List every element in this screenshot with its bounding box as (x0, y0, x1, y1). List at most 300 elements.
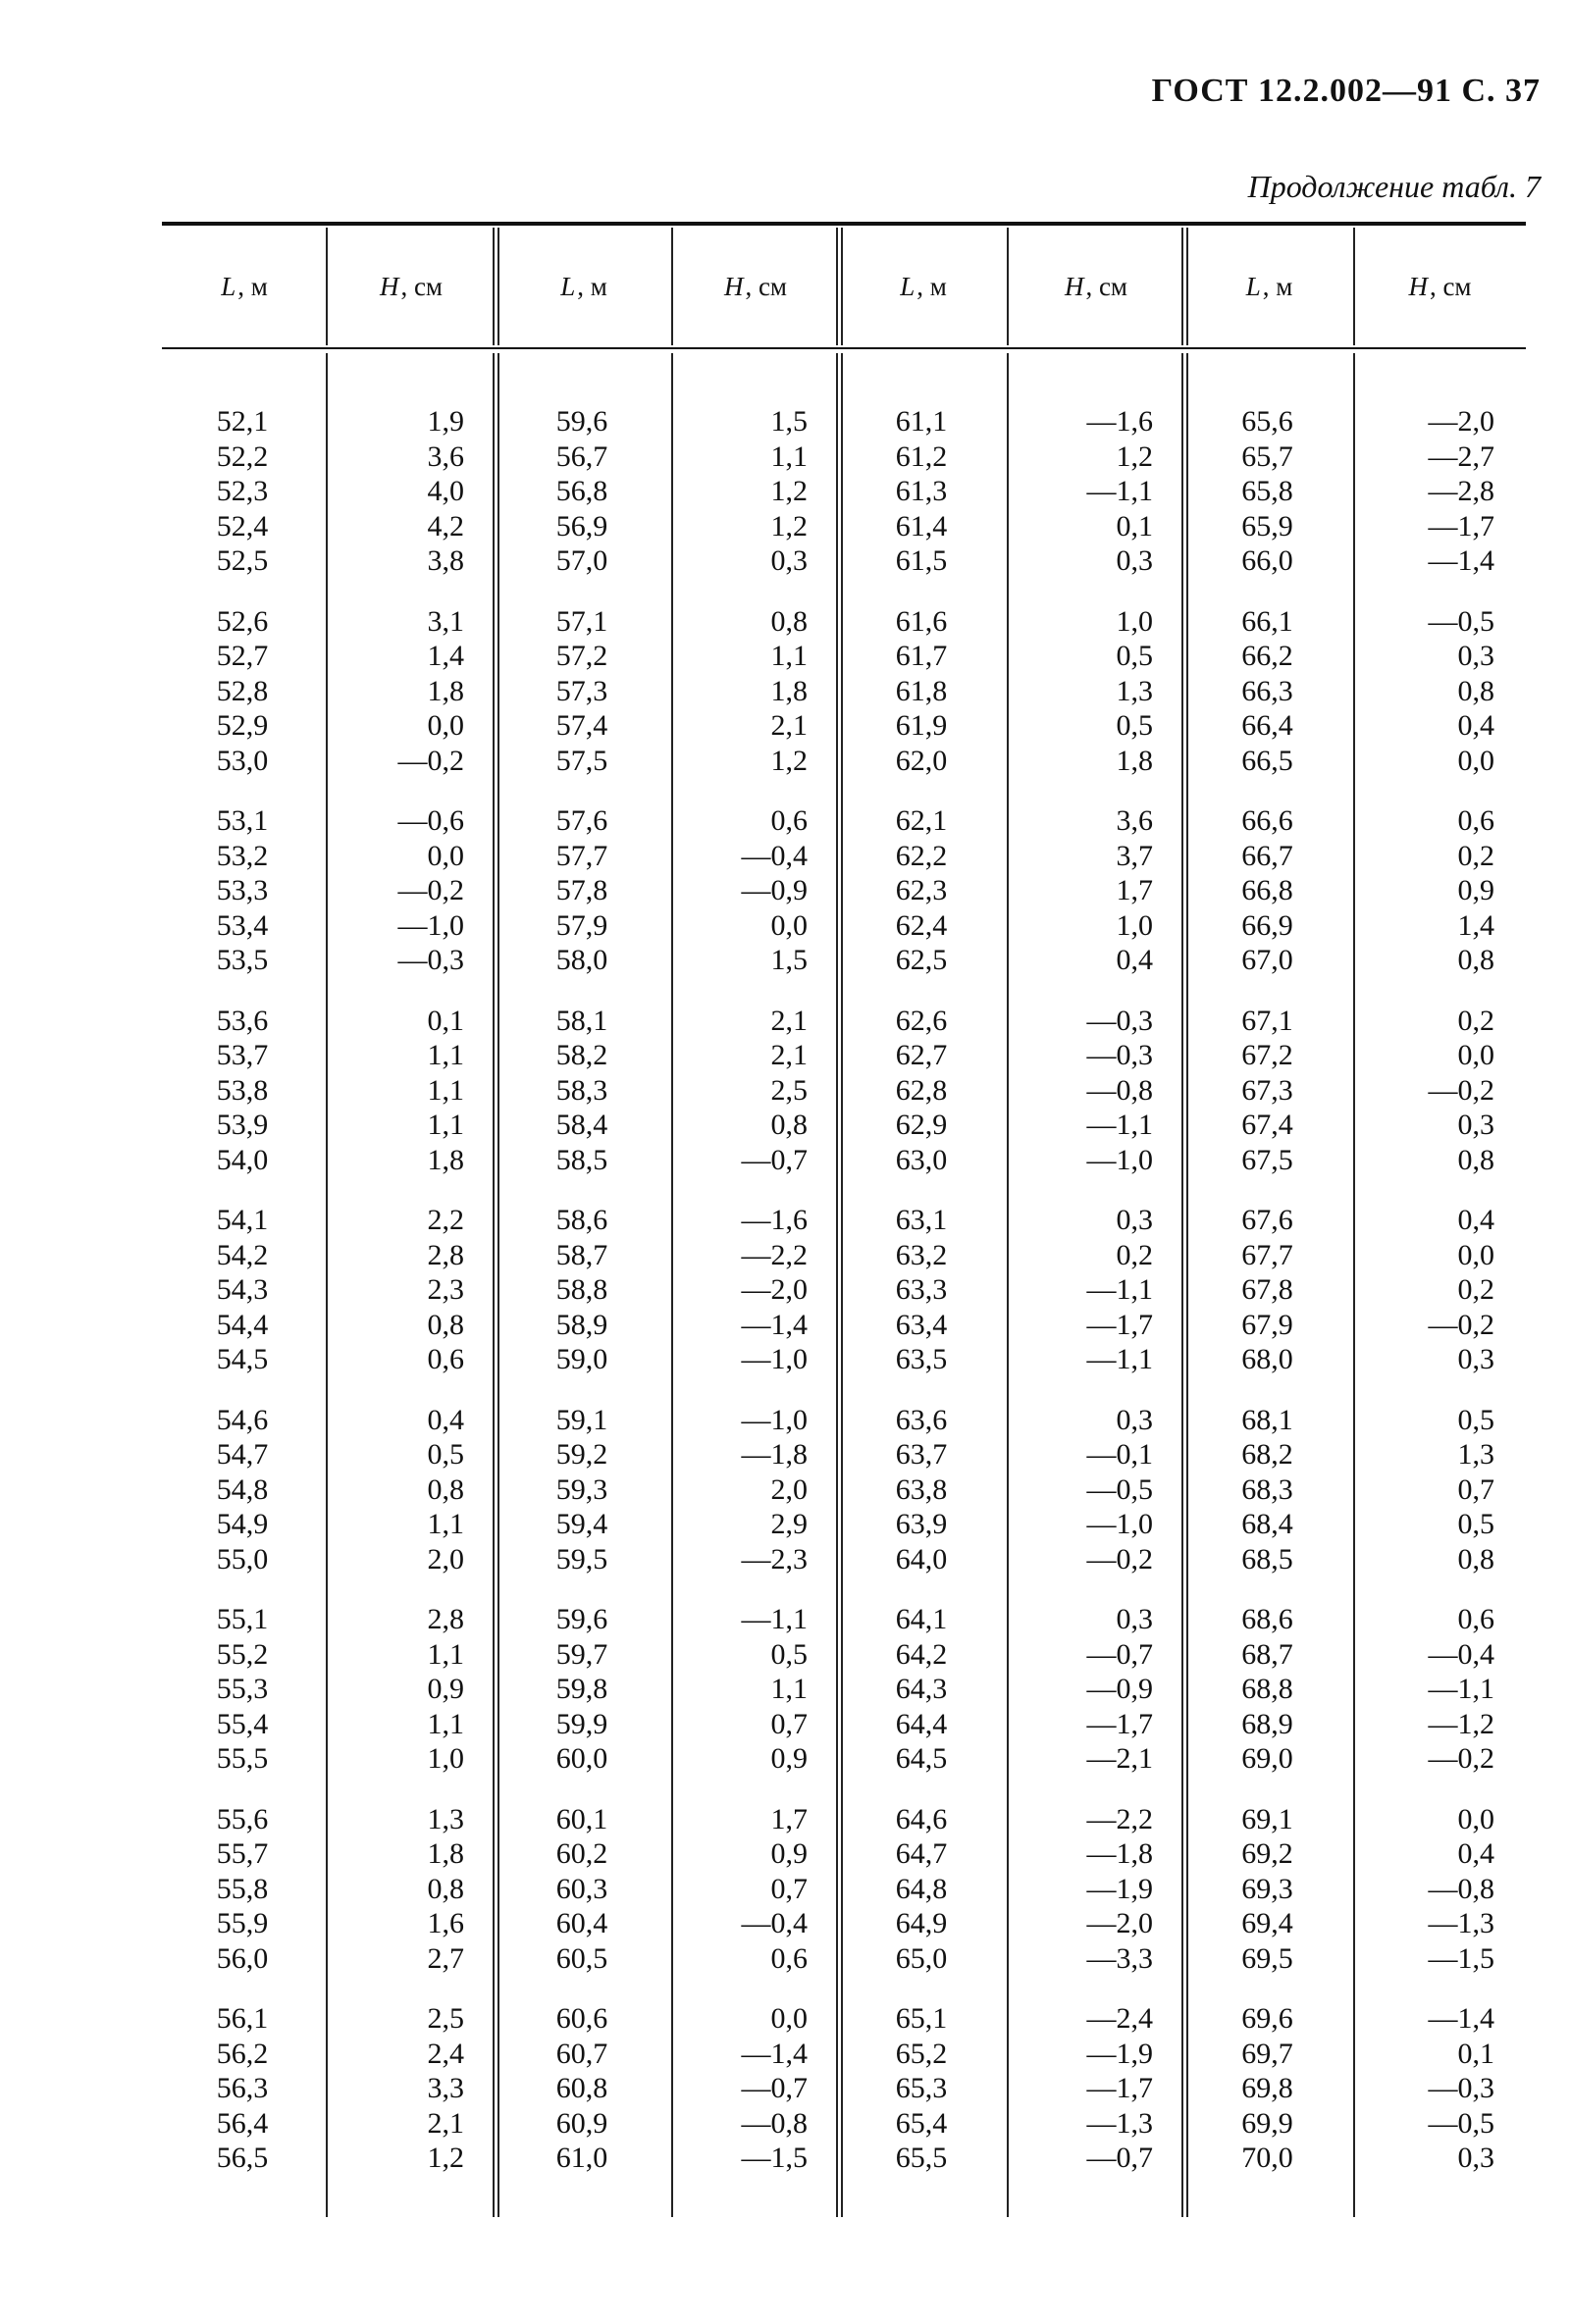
l-value-cell: 60,5 (555, 1941, 608, 1975)
h-value-cell: —1,7 (1086, 1308, 1153, 1341)
l-value-cell: 67,5 (1241, 1143, 1293, 1176)
h-value-cell: 2,8 (427, 1238, 464, 1271)
column-header-l-4 (1184, 226, 1354, 347)
l-value-cell: 58,7 (555, 1238, 608, 1271)
column-unit: , см (1085, 271, 1128, 301)
l-value-cell: 63,3 (895, 1273, 948, 1306)
h-value-cell: 1,3 (427, 1802, 464, 1835)
h-value-cell: 0,3 (1116, 1204, 1153, 1236)
l-value-cell: 69,0 (1241, 1742, 1293, 1775)
h-value-cell: 0,9 (770, 1742, 808, 1775)
l-value-cell: 68,7 (1241, 1637, 1293, 1671)
h-value-cell: 1,3 (1457, 1438, 1494, 1471)
h-value-cell: —0,8 (741, 2106, 808, 2140)
l-value-cell: 52,8 (216, 674, 269, 707)
l-value-cell: 66,2 (1241, 640, 1293, 672)
h-value-cell: 1,7 (770, 1802, 808, 1835)
h-value-cell: —1,4 (741, 2037, 808, 2070)
row-group (501, 1602, 662, 1777)
table-continuation-caption: Продолжение табл. 7 (1247, 169, 1541, 204)
l-value-cell: 63,6 (895, 1403, 948, 1436)
double-column-rule (836, 228, 843, 345)
l-value-cell: 58,9 (555, 1308, 608, 1341)
l-value-cell: 68,3 (1241, 1472, 1293, 1506)
l-value-cell: 69,4 (1241, 1907, 1293, 1939)
h-value-cell: —1,3 (1086, 2106, 1153, 2140)
l-value-cell: 60,2 (555, 1837, 608, 1870)
h-value-cell: 1,9 (427, 405, 464, 438)
l-value-cell: 53,4 (216, 908, 269, 942)
l-value-cell: 65,2 (895, 2037, 948, 2070)
h-value-cell: 0,9 (1457, 874, 1494, 906)
h-value-cell: —0,2 (1428, 1073, 1494, 1107)
h-value-cell: 0,3 (1457, 1109, 1494, 1141)
l-value-cell: 63,8 (895, 1472, 948, 1506)
column-unit: , см (1429, 271, 1472, 301)
h-value-cell: 1,2 (427, 2142, 464, 2174)
h-value-cell: 3,6 (427, 439, 464, 473)
l-value-cell: 52,6 (216, 604, 269, 638)
l-value-cell: 63,7 (895, 1438, 948, 1471)
table-body (162, 349, 1526, 2243)
l-value-cell: 69,8 (1241, 2072, 1293, 2104)
h-value-cell: 1,5 (770, 405, 808, 438)
l-value-cell: 67,8 (1241, 1273, 1293, 1306)
l-value-cell: 66,4 (1241, 709, 1293, 742)
l-value-cell: 63,5 (895, 1343, 948, 1375)
column-header-l-2 (496, 226, 672, 347)
column-header-h-2 (672, 226, 839, 347)
l-value-cell: 58,5 (555, 1143, 608, 1176)
h-value-cell: 0,5 (427, 1438, 464, 1471)
row-group (680, 2001, 808, 2176)
h-value-cell: 1,1 (427, 1039, 464, 1071)
row-group (680, 604, 808, 779)
l-value-cell: 53,0 (216, 744, 269, 777)
l-value-cell: 54,4 (216, 1308, 269, 1341)
h-value-cell: —2,0 (741, 1273, 808, 1306)
h-value-cell: 0,3 (1457, 2142, 1494, 2174)
row-group (168, 1802, 317, 1977)
l-value-cell: 59,2 (555, 1438, 608, 1471)
double-column-rule (493, 353, 499, 2217)
h-value-cell: —1,7 (1428, 509, 1494, 542)
row-group (1362, 1403, 1494, 1577)
h-value-cell: —1,4 (1428, 2002, 1494, 2035)
h-value-cell: 2,0 (427, 1542, 464, 1575)
h-value-cell: 0,0 (1457, 1802, 1494, 1835)
l-value-cell: 54,1 (216, 1204, 269, 1236)
l-value-cell: 63,2 (895, 1238, 948, 1271)
l-value-cell: 65,8 (1241, 475, 1293, 507)
h-value-cell: —1,4 (1428, 544, 1494, 577)
h-value-cell: 3,8 (427, 544, 464, 577)
h-value-cell: 2,8 (427, 1603, 464, 1635)
row-group (845, 1403, 998, 1577)
l-value-cell: 61,8 (895, 674, 948, 707)
h-value-cell: 1,8 (427, 1837, 464, 1870)
h-value-cell: —2,2 (741, 1238, 808, 1271)
h-value-cell: 1,8 (427, 1143, 464, 1176)
row-group (845, 803, 998, 978)
h-value-cell: 1,2 (770, 509, 808, 542)
h-value-cell: —0,2 (397, 874, 464, 906)
h-value-cell: —0,4 (741, 1907, 808, 1939)
h-value-cell: 2,1 (427, 2106, 464, 2140)
row-group (1016, 604, 1153, 779)
h-value-cell: 4,2 (427, 509, 464, 542)
h-value-cell: 0,3 (1116, 1403, 1153, 1436)
row-group (1362, 1004, 1494, 1178)
h-value-cell: —0,9 (1086, 1673, 1153, 1705)
l-value-cell: 68,2 (1241, 1438, 1293, 1471)
l-value-cell: 59,5 (555, 1542, 608, 1575)
l-value-cell: 55,5 (216, 1742, 269, 1775)
l-value-cell: 56,7 (555, 439, 608, 473)
h-value-cell: —0,5 (1428, 604, 1494, 638)
h-value-cell: 0,4 (1116, 944, 1153, 976)
column-rule (1007, 353, 1009, 2217)
h-value-cell: 0,7 (1457, 1472, 1494, 1506)
row-group (501, 604, 662, 779)
h-value-cell: 0,8 (770, 1109, 808, 1141)
l-value-cell: 55,7 (216, 1837, 269, 1870)
table-header-row (162, 226, 1526, 347)
h-value-cell: 4,0 (427, 475, 464, 507)
row-group (845, 1802, 998, 1977)
l-value-cell: 52,1 (216, 405, 269, 438)
h-value-cell: —0,3 (397, 944, 464, 976)
l-value-cell: 60,3 (555, 1872, 608, 1905)
h-value-cell: 0,8 (1457, 1542, 1494, 1575)
h-value-cell: 0,4 (1457, 709, 1494, 742)
h-value-cell: 1,0 (1116, 908, 1153, 942)
row-group (335, 1203, 464, 1377)
column-rule (671, 228, 673, 345)
l-value-cell: 63,4 (895, 1308, 948, 1341)
h-value-cell: —0,1 (1086, 1438, 1153, 1471)
l-value-cell: 65,6 (1241, 405, 1293, 438)
l-value-cell: 63,0 (895, 1143, 948, 1176)
l-value-cell: 56,2 (216, 2037, 269, 2070)
l-value-cell: 61,2 (895, 439, 948, 473)
l-value-cell: 57,0 (555, 544, 608, 577)
l-value-cell: 58,1 (555, 1004, 608, 1037)
h-value-cell: 1,1 (427, 1508, 464, 1540)
column-unit: , см (400, 271, 444, 301)
h-value-cell: 0,0 (1457, 1238, 1494, 1271)
l-value-cell: 64,7 (895, 1837, 948, 1870)
h-value-cell: —0,2 (397, 744, 464, 777)
h-value-cell: 0,0 (427, 709, 464, 742)
row-group (845, 1203, 998, 1377)
l-values-column-2 (501, 349, 662, 2176)
row-group (1016, 1203, 1153, 1377)
l-value-cell: 57,1 (555, 604, 608, 638)
h-value-cell: 1,3 (1116, 674, 1153, 707)
h-value-cell: 0,8 (427, 1308, 464, 1341)
h-value-cell: —2,3 (741, 1542, 808, 1575)
column-unit: , м (916, 271, 947, 301)
h-value-cell: 1,1 (427, 1707, 464, 1740)
l-value-cell: 56,3 (216, 2072, 269, 2104)
column-unit: , м (577, 271, 607, 301)
l-value-cell: 61,6 (895, 604, 948, 638)
h-value-cell: 0,6 (770, 804, 808, 837)
page-header: ГОСТ 12.2.002—91 С. 37 (1151, 73, 1541, 109)
h-value-cell: —1,4 (741, 1308, 808, 1341)
l-value-cell: 57,7 (555, 839, 608, 872)
h-value-cell: —2,0 (1086, 1907, 1153, 1939)
h-value-cell: 0,0 (1457, 1039, 1494, 1071)
l-value-cell: 61,9 (895, 709, 948, 742)
row-group (168, 604, 317, 779)
l-value-cell: 54,2 (216, 1238, 269, 1271)
row-group (335, 404, 464, 579)
h-value-cell: 0,6 (770, 1941, 808, 1975)
h-value-cell: —1,9 (1086, 2037, 1153, 2070)
row-group (335, 803, 464, 978)
h-value-cell: 1,2 (1116, 439, 1153, 473)
l-value-cell: 62,6 (895, 1004, 948, 1037)
row-group (845, 1004, 998, 1178)
double-column-rule (1181, 228, 1188, 345)
l-value-cell: 54,8 (216, 1472, 269, 1506)
row-group (1016, 1602, 1153, 1777)
h-value-cell: 3,3 (427, 2072, 464, 2104)
h-value-cell: 0,3 (770, 544, 808, 577)
h-value-cell: 0,5 (1457, 1403, 1494, 1436)
h-value-cell: —2,2 (1086, 1802, 1153, 1835)
row-group (501, 1004, 662, 1178)
l-value-cell: 62,1 (895, 804, 948, 837)
row-group (1190, 1203, 1344, 1377)
l-value-cell: 58,0 (555, 944, 608, 976)
l-value-cell: 57,9 (555, 908, 608, 942)
l-value-cell: 59,6 (555, 405, 608, 438)
h-value-cell: 2,1 (770, 1004, 808, 1037)
l-value-cell: 61,0 (555, 2142, 608, 2174)
l-value-cell: 57,5 (555, 744, 608, 777)
column-variable: H (1064, 271, 1084, 301)
l-value-cell: 66,8 (1241, 874, 1293, 906)
h-value-cell: 0,2 (1457, 839, 1494, 872)
l-value-cell: 64,5 (895, 1742, 948, 1775)
l-value-cell: 66,9 (1241, 908, 1293, 942)
h-value-cell: 3,6 (1116, 804, 1153, 837)
h-value-cell: —0,2 (1428, 1308, 1494, 1341)
l-value-cell: 69,5 (1241, 1941, 1293, 1975)
double-column-rule (836, 353, 843, 2217)
column-variable: L (221, 271, 236, 301)
l-value-cell: 55,4 (216, 1707, 269, 1740)
l-value-cell: 56,0 (216, 1941, 269, 1975)
column-header-l-3 (839, 226, 1008, 347)
row-group (1190, 1403, 1344, 1577)
l-value-cell: 64,0 (895, 1542, 948, 1575)
h-value-cell: 1,5 (770, 944, 808, 976)
l-value-cell: 60,0 (555, 1742, 608, 1775)
h-value-cell: —1,0 (741, 1403, 808, 1436)
h-value-cell: —1,9 (1086, 1872, 1153, 1905)
double-column-rule (493, 228, 499, 345)
l-value-cell: 62,9 (895, 1109, 948, 1141)
l-value-cell: 67,9 (1241, 1308, 1293, 1341)
l-value-cell: 54,6 (216, 1403, 269, 1436)
l-values-column-3 (845, 349, 998, 2176)
h-value-cell: —1,1 (1086, 1109, 1153, 1141)
l-value-cell: 62,4 (895, 908, 948, 942)
h-values-column-4 (1362, 349, 1494, 2176)
l-value-cell: 55,2 (216, 1637, 269, 1671)
l-value-cell: 60,8 (555, 2072, 608, 2104)
l-value-cell: 53,9 (216, 1109, 269, 1141)
h-value-cell: 1,1 (770, 640, 808, 672)
h-value-cell: 2,1 (770, 1039, 808, 1071)
l-value-cell: 67,3 (1241, 1073, 1293, 1107)
l-value-cell: 65,1 (895, 2002, 948, 2035)
l-value-cell: 67,4 (1241, 1109, 1293, 1141)
column-variable: H (379, 271, 399, 301)
h-value-cell: 0,2 (1116, 1238, 1153, 1271)
row-group (845, 1602, 998, 1777)
h-value-cell: 0,7 (770, 1707, 808, 1740)
l-value-cell: 62,8 (895, 1073, 948, 1107)
l-value-cell: 57,8 (555, 874, 608, 906)
h-value-cell: —0,3 (1428, 2072, 1494, 2104)
l-value-cell: 55,1 (216, 1603, 269, 1635)
l-value-cell: 62,2 (895, 839, 948, 872)
l-value-cell: 61,7 (895, 640, 948, 672)
l-value-cell: 69,7 (1241, 2037, 1293, 2070)
row-group (168, 1004, 317, 1178)
h-value-cell: —1,0 (741, 1343, 808, 1375)
row-group (335, 1602, 464, 1777)
h-value-cell: 2,3 (427, 1273, 464, 1306)
column-header-h-4 (1354, 226, 1526, 347)
h-value-cell: 0,6 (1457, 804, 1494, 837)
l-value-cell: 70,0 (1241, 2142, 1293, 2174)
h-value-cell: —0,7 (1086, 2142, 1153, 2174)
l-value-cell: 59,0 (555, 1343, 608, 1375)
row-group (680, 1403, 808, 1577)
h-value-cell: —1,8 (1086, 1837, 1153, 1870)
l-value-cell: 65,7 (1241, 439, 1293, 473)
l-value-cell: 56,5 (216, 2142, 269, 2174)
h-value-cell: 0,5 (1457, 1508, 1494, 1540)
row-group (680, 1802, 808, 1977)
l-value-cell: 66,1 (1241, 604, 1293, 638)
l-value-cell: 55,6 (216, 1802, 269, 1835)
column-header-h-3 (1008, 226, 1184, 347)
h-value-cell: 0,1 (427, 1004, 464, 1037)
l-value-cell: 53,8 (216, 1073, 269, 1107)
l-value-cell: 55,9 (216, 1907, 269, 1939)
h-value-cell: 0,8 (427, 1872, 464, 1905)
h-value-cell: —3,3 (1086, 1941, 1153, 1975)
l-value-cell: 57,2 (555, 640, 608, 672)
h-value-cell: —1,7 (1086, 1707, 1153, 1740)
l-value-cell: 59,4 (555, 1508, 608, 1540)
h-value-cell: 0,1 (1116, 509, 1153, 542)
h-value-cell: 0,5 (770, 1637, 808, 1671)
h-value-cell: 0,6 (427, 1343, 464, 1375)
row-group (845, 604, 998, 779)
l-value-cell: 66,5 (1241, 744, 1293, 777)
h-value-cell: —1,7 (1086, 2072, 1153, 2104)
l-value-cell: 60,7 (555, 2037, 608, 2070)
h-value-cell: 2,2 (427, 1204, 464, 1236)
l-value-cell: 52,2 (216, 439, 269, 473)
l-value-cell: 53,1 (216, 804, 269, 837)
h-value-cell: —0,8 (1428, 1872, 1494, 1905)
h-value-cell: 0,8 (1457, 1143, 1494, 1176)
l-value-cell: 56,4 (216, 2106, 269, 2140)
h-value-cell: 3,7 (1116, 839, 1153, 872)
row-group (335, 1403, 464, 1577)
row-group (1362, 2001, 1494, 2176)
row-group (335, 2001, 464, 2176)
l-value-cell: 58,3 (555, 1073, 608, 1107)
row-group (168, 1403, 317, 1577)
h-value-cell: 2,1 (770, 709, 808, 742)
h-value-cell: 0,9 (770, 1837, 808, 1870)
column-rule (671, 353, 673, 2217)
h-value-cell: 0,0 (427, 839, 464, 872)
row-group (1362, 1203, 1494, 1377)
row-group (1190, 803, 1344, 978)
column-variable: L (900, 271, 916, 301)
l-value-cell: 64,3 (895, 1673, 948, 1705)
row-group (1190, 2001, 1344, 2176)
l-value-cell: 63,1 (895, 1204, 948, 1236)
h-values-column-2 (680, 349, 808, 2176)
l-value-cell: 62,3 (895, 874, 948, 906)
l-value-cell: 55,0 (216, 1542, 269, 1575)
row-group (1362, 404, 1494, 579)
l-value-cell: 67,1 (1241, 1004, 1293, 1037)
row-group (680, 1004, 808, 1178)
h-value-cell: —1,6 (1086, 405, 1153, 438)
row-group (1016, 803, 1153, 978)
h-value-cell: 0,5 (1116, 640, 1153, 672)
row-group (1362, 604, 1494, 779)
h-value-cell: —2,8 (1428, 475, 1494, 507)
column-unit: , м (1262, 271, 1293, 301)
row-group (1362, 803, 1494, 978)
l-value-cell: 61,4 (895, 509, 948, 542)
l-value-cell: 64,8 (895, 1872, 948, 1905)
l-values-column-1 (168, 349, 317, 2176)
l-value-cell: 68,8 (1241, 1673, 1293, 1705)
row-group (501, 1802, 662, 1977)
h-value-cell: —1,0 (1086, 1508, 1153, 1540)
h-value-cell: 1,4 (427, 640, 464, 672)
l-value-cell: 66,3 (1241, 674, 1293, 707)
h-value-cell: —0,4 (741, 839, 808, 872)
h-value-cell: 0,6 (1457, 1603, 1494, 1635)
row-group (1190, 1004, 1344, 1178)
double-column-rule (1181, 353, 1188, 2217)
l-value-cell: 59,6 (555, 1603, 608, 1635)
h-value-cell: —1,2 (1428, 1707, 1494, 1740)
l-value-cell: 58,2 (555, 1039, 608, 1071)
h-value-cell: 1,8 (770, 674, 808, 707)
h-value-cell: —1,0 (397, 908, 464, 942)
row-group (168, 1602, 317, 1777)
h-value-cell: 1,1 (427, 1637, 464, 1671)
h-value-cell: 2,5 (770, 1073, 808, 1107)
